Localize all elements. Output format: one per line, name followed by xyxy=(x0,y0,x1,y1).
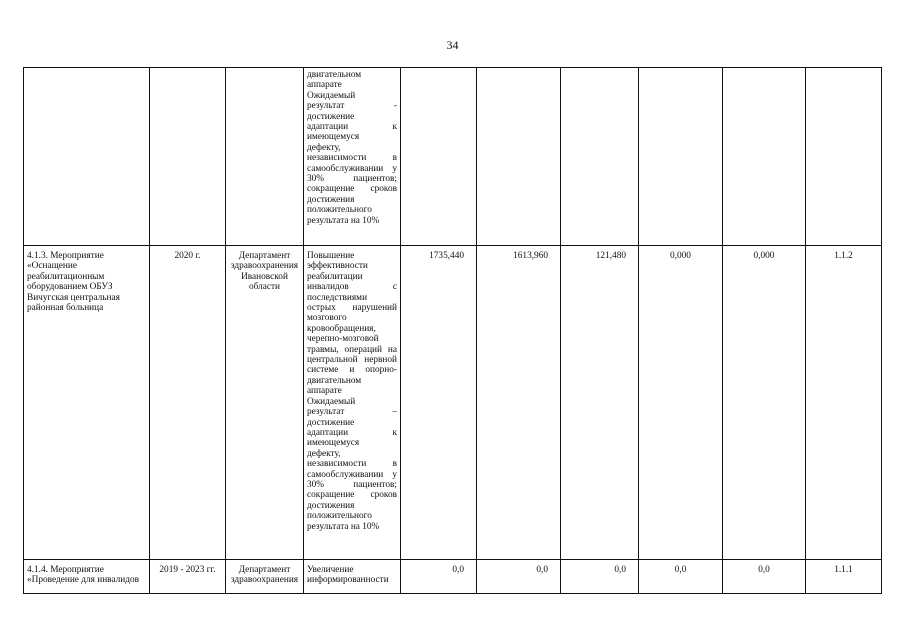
executor-line: Департамент xyxy=(238,565,291,575)
result-line: Ожидаемый xyxy=(307,90,356,101)
result-line: информированности xyxy=(307,575,389,586)
executor-cell xyxy=(226,68,304,246)
value-cell: 0,000 xyxy=(723,246,806,560)
executor-line: области xyxy=(248,282,281,293)
result-line: системе и опорно- xyxy=(307,365,397,376)
value-cell: 1735,440 xyxy=(401,246,477,560)
result-line: самообслуживании у xyxy=(307,163,397,174)
value-cell: 0,0 xyxy=(401,560,477,594)
value-cell xyxy=(477,68,561,246)
result-line: двигательном xyxy=(307,70,362,80)
code-cell xyxy=(806,68,882,246)
value-cell: 0,000 xyxy=(639,246,723,560)
result-line: имеющемуся xyxy=(307,438,360,449)
result-line: независимости в xyxy=(307,459,397,470)
executor-line: Департамент xyxy=(238,251,291,261)
result-line: эффективности xyxy=(307,261,368,272)
result-line: результат – xyxy=(307,407,397,418)
measure-cell: 4.1.3. Мероприятие «Оснащение реабилитационным оборудованием ОБУЗ Вичугская центральная районная больница xyxy=(24,246,150,560)
result-line: имеющемуся xyxy=(307,132,360,143)
result-line: сокращение сроков xyxy=(307,184,397,195)
value-cell: 121,480 xyxy=(561,246,639,560)
result-line: Повышение xyxy=(307,251,355,261)
value-cell: 0,0 xyxy=(561,560,639,594)
term-cell: 2020 г. xyxy=(150,246,226,560)
value-cell xyxy=(561,68,639,246)
result-line: независимости в xyxy=(307,153,397,164)
result-line: адаптации к xyxy=(307,427,397,438)
executor-line: Ивановской xyxy=(241,271,288,282)
result-line: достижения xyxy=(307,500,355,511)
result-line: Ожидаемый xyxy=(307,396,356,407)
term-cell: 2019 - 2023 гг. xyxy=(150,560,226,594)
table-row xyxy=(24,68,882,246)
result-line: дефекту, xyxy=(307,142,341,153)
measure-cell: 4.1.4. Мероприятие «Проведение для инвалидов xyxy=(24,560,150,594)
executor-line: здравоохранения xyxy=(230,575,299,586)
result-cell xyxy=(304,246,401,560)
result-line: центральной нервной xyxy=(307,355,397,366)
result-line: острых нарушений xyxy=(307,303,397,314)
value-cell xyxy=(723,68,806,246)
result-line: сокращение сроков xyxy=(307,490,397,501)
executor-cell xyxy=(226,560,304,594)
result-line: реабилитации xyxy=(307,271,363,282)
result-line: аппарате xyxy=(307,80,342,91)
value-cell: 0,0 xyxy=(723,560,806,594)
result-cell xyxy=(304,560,401,594)
result-line: 30% пациентов; xyxy=(307,174,397,185)
value-cell xyxy=(639,68,723,246)
result-line: положительного xyxy=(307,511,372,522)
code-cell: 1.1.1 xyxy=(806,560,882,594)
result-line: последствиями xyxy=(307,292,368,303)
result-line: результата на 10% xyxy=(307,215,380,226)
value-cell xyxy=(401,68,477,246)
result-cell xyxy=(304,68,401,246)
result-line: 30% пациентов; xyxy=(307,479,397,490)
result-line: результат - xyxy=(307,101,397,112)
term-cell xyxy=(150,68,226,246)
result-line: кровообращения, xyxy=(307,323,376,334)
program-measures-table xyxy=(23,67,882,594)
result-line: результата на 10% xyxy=(307,521,380,532)
table-row xyxy=(24,246,882,560)
executor-cell xyxy=(226,246,304,560)
result-line: адаптации к xyxy=(307,122,397,133)
result-line: положительного xyxy=(307,205,372,216)
result-line: самообслуживании у xyxy=(307,469,397,480)
measure-cell xyxy=(24,68,150,246)
result-line: черепно-мозговой xyxy=(307,334,379,345)
executor-line: здравоохранения xyxy=(230,261,299,272)
table-row xyxy=(24,560,882,594)
result-line: достижения xyxy=(307,194,355,205)
result-line: Увеличение xyxy=(307,565,354,575)
value-cell: 0,0 xyxy=(639,560,723,594)
result-line: достижение xyxy=(307,111,355,122)
code-cell: 1.1.2 xyxy=(806,246,882,560)
value-cell: 0,0 xyxy=(477,560,561,594)
result-line: травмы, операций на xyxy=(307,344,397,355)
result-line: мозгового xyxy=(307,313,347,324)
result-line: достижение xyxy=(307,417,355,428)
result-line: двигательном xyxy=(307,375,362,386)
page-number: 34 xyxy=(446,38,459,52)
result-line: дефекту, xyxy=(307,448,341,459)
result-line: инвалидов с xyxy=(307,282,397,293)
value-cell: 1613,960 xyxy=(477,246,561,560)
result-line: аппарате xyxy=(307,386,342,397)
